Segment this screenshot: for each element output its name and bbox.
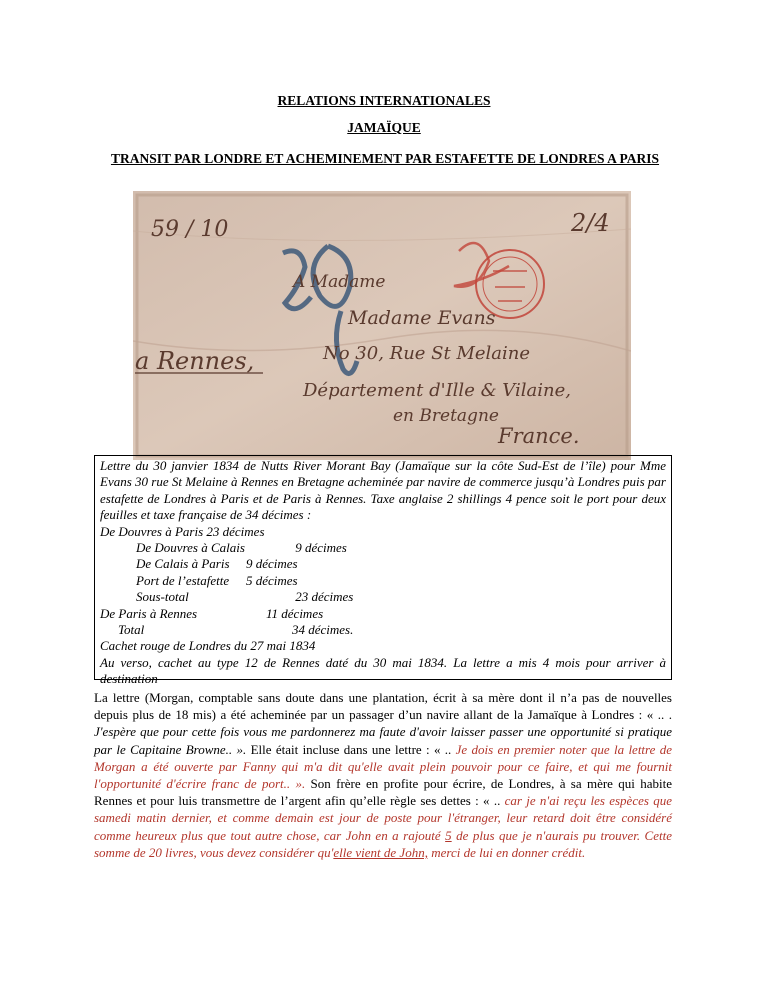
- caption-intro: Lettre du 30 janvier 1834 de Nutts River Morant Bay (Jamaïque sur la côte Sud-Est de l’île) pour Mme Evans 30 rue St Melaine à Rennes en Bretagne acheminée par navire de commerce jusqu’à Londres puis par estafette de Londres à Paris et de Paris à Rennes. Taxe anglaise 2 shillings 4 pence soit le port pour deux feuilles et taxe française de 34 décimes :: [100, 458, 666, 523]
- addressee-line-2: Madame Evans: [348, 307, 496, 329]
- tax-row: De Paris à Rennes 11 décimes: [100, 605, 324, 621]
- tax-row-total: Total 34 décimes.: [118, 622, 354, 638]
- corner-number-left: 59 / 10: [151, 217, 229, 242]
- letter-photograph: [133, 191, 631, 460]
- city-rennes: a Rennes,: [135, 347, 255, 375]
- tax-row: De Douvres à Calais 9 décimes: [136, 540, 347, 556]
- body-paragraph: La lettre (Morgan, comptable sans doute dans une plantation, écrit à sa mère dont il n’a pas de nouvelles depuis plus de 18 mis) a été acheminée par un passager d’un navire allant de la Jamaïque à Londres : « .. . J'espère que pour cette fois vous me pardonnerez ma faute d'avoir laisser passer une opportunité si pratique par le Capitaine Browne.. ». Elle était incluse dans une lettre : « .. Je dois en premier noter que la lettre de Morgan a été ouverte par Fanny qui m'a dit qu'elle avait plein pouvoir pour ce faire, et qui me fournit l'opportunité d'écrire franc de port.. ». Son frère en profite pour écrire, de Londres, à sa mère qui habite Rennes et pour luis transmettre de l’argent afin qu’elle règle ses dettes : « .. car je n'ai reçu les espèces que samedi matin dernier, et comme demain est jour de poste pour l'étranger, leur retard doit être considéré comme heureux plus que tout autre chose, car John en a rajouté 5 de plus que je n'aurais pu trouver. Cette somme de 20 livres, vous devez considérer qu'elle vient de John, merci de lui en donner crédit.: [94, 690, 672, 860]
- caption-box: [94, 455, 672, 687]
- heading-transit: TRANSIT PAR LONDRE ET ACHEMINEMENT PAR ESTAFETTE DE LONDRES A PARIS: [110, 151, 660, 166]
- street-line: No 30, Rue St Melaine: [323, 343, 531, 364]
- tax-row: Port de l’estafette 5 décimes: [136, 572, 298, 588]
- corner-number-right: 2/4: [571, 209, 610, 237]
- addressee-line-1: A Madame: [293, 272, 386, 292]
- department-line: Département d'Ille & Vilaine,: [303, 380, 571, 401]
- region-line: en Bretagne: [393, 406, 499, 426]
- tax-row: De Calais à Paris 9 décimes: [136, 556, 298, 572]
- heading-relations-internationales: RELATIONS INTERNATIONALES: [277, 93, 491, 108]
- heading-jamaique: JAMAÏQUE: [347, 120, 421, 135]
- caption-cachet: Cachet rouge de Londres du 27 mai 1834: [100, 638, 316, 654]
- country-line: France.: [498, 424, 580, 448]
- caption-verso: Au verso, cachet au type 12 de Rennes daté du 30 mai 1834. La lettre a mis 4 mois pour arriver à destination: [100, 654, 666, 687]
- caption-douvres-paris: De Douvres à Paris 23 décimes: [100, 523, 265, 539]
- tax-row: Sous-total 23 décimes: [136, 589, 354, 605]
